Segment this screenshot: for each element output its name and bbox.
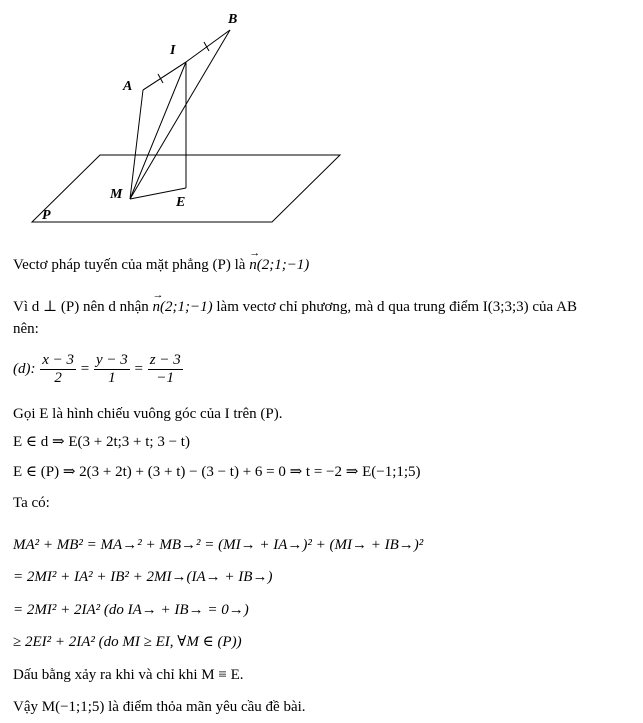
- tick-ia: [158, 74, 163, 83]
- line-simplify: = 2MI² + 2IA² (do IA→ + IB→ = 0→): [13, 602, 249, 618]
- label-p: P: [42, 208, 51, 223]
- segment-ab-2: [186, 30, 230, 62]
- segment-mb: [130, 30, 230, 199]
- label-m: M: [110, 187, 123, 202]
- line-e-in-d: E ∈ d ⇒ E(3 + 2t;3 + t; 3 − t): [13, 434, 190, 450]
- line-sum-squares: MA² + MB² = MA→² + MB→² = (MI→ + IA→)² + (MI→ + IB→)²: [13, 537, 424, 553]
- label-e: E: [176, 195, 186, 210]
- line-expand: = 2MI² + IA² + IB² + 2MI→(IA→ + IB→): [13, 569, 273, 585]
- line-inequality: ≥ 2EI² + 2IA² (do MI ≥ EI, ∀M ∈ (P)): [13, 634, 242, 650]
- label-i: I: [170, 43, 176, 58]
- line-equality: Dấu bằng xảy ra khi và chỉ khi M ≡ E.: [13, 667, 244, 683]
- tick-ib: [204, 42, 209, 51]
- geometry-figure: [0, 0, 643, 230]
- label-b: B: [228, 12, 238, 27]
- line-direction-vector: Vì d ⊥ (P) nên d nhận → n(2;1;−1) làm vectơ chỉ phương, mà d qua trung điểm I(3;3;3) của AB: [13, 297, 577, 317]
- line-ta-co: Ta có:: [13, 495, 50, 511]
- label-a: A: [123, 79, 133, 94]
- line-e-in-p: E ∈ (P) ⇒ 2(3 + 2t) + (3 + t) − (3 − t) + 6 = 0 ⇒ t = −2 ⇒ E(−1;1;5): [13, 464, 421, 480]
- line-conclusion: Vậy M(−1;1;5) là điểm thỏa mãn yêu cầu đề bài.: [13, 699, 306, 715]
- line-equation-d: (d): $\frac{x - 3}{2}$ = $\frac{y - 3}{1}$ = $\frac{z - 3}{-1}$: [13, 352, 181, 387]
- line-nen: nên:: [13, 321, 39, 337]
- line-normal-vector: Vectơ pháp tuyến của mặt phẳng (P) là → n(2;1;−1): [13, 255, 309, 275]
- line-projection: Gọi E là hình chiếu vuông góc của I trên (P).: [13, 406, 283, 422]
- segment-ai-2: [143, 62, 186, 90]
